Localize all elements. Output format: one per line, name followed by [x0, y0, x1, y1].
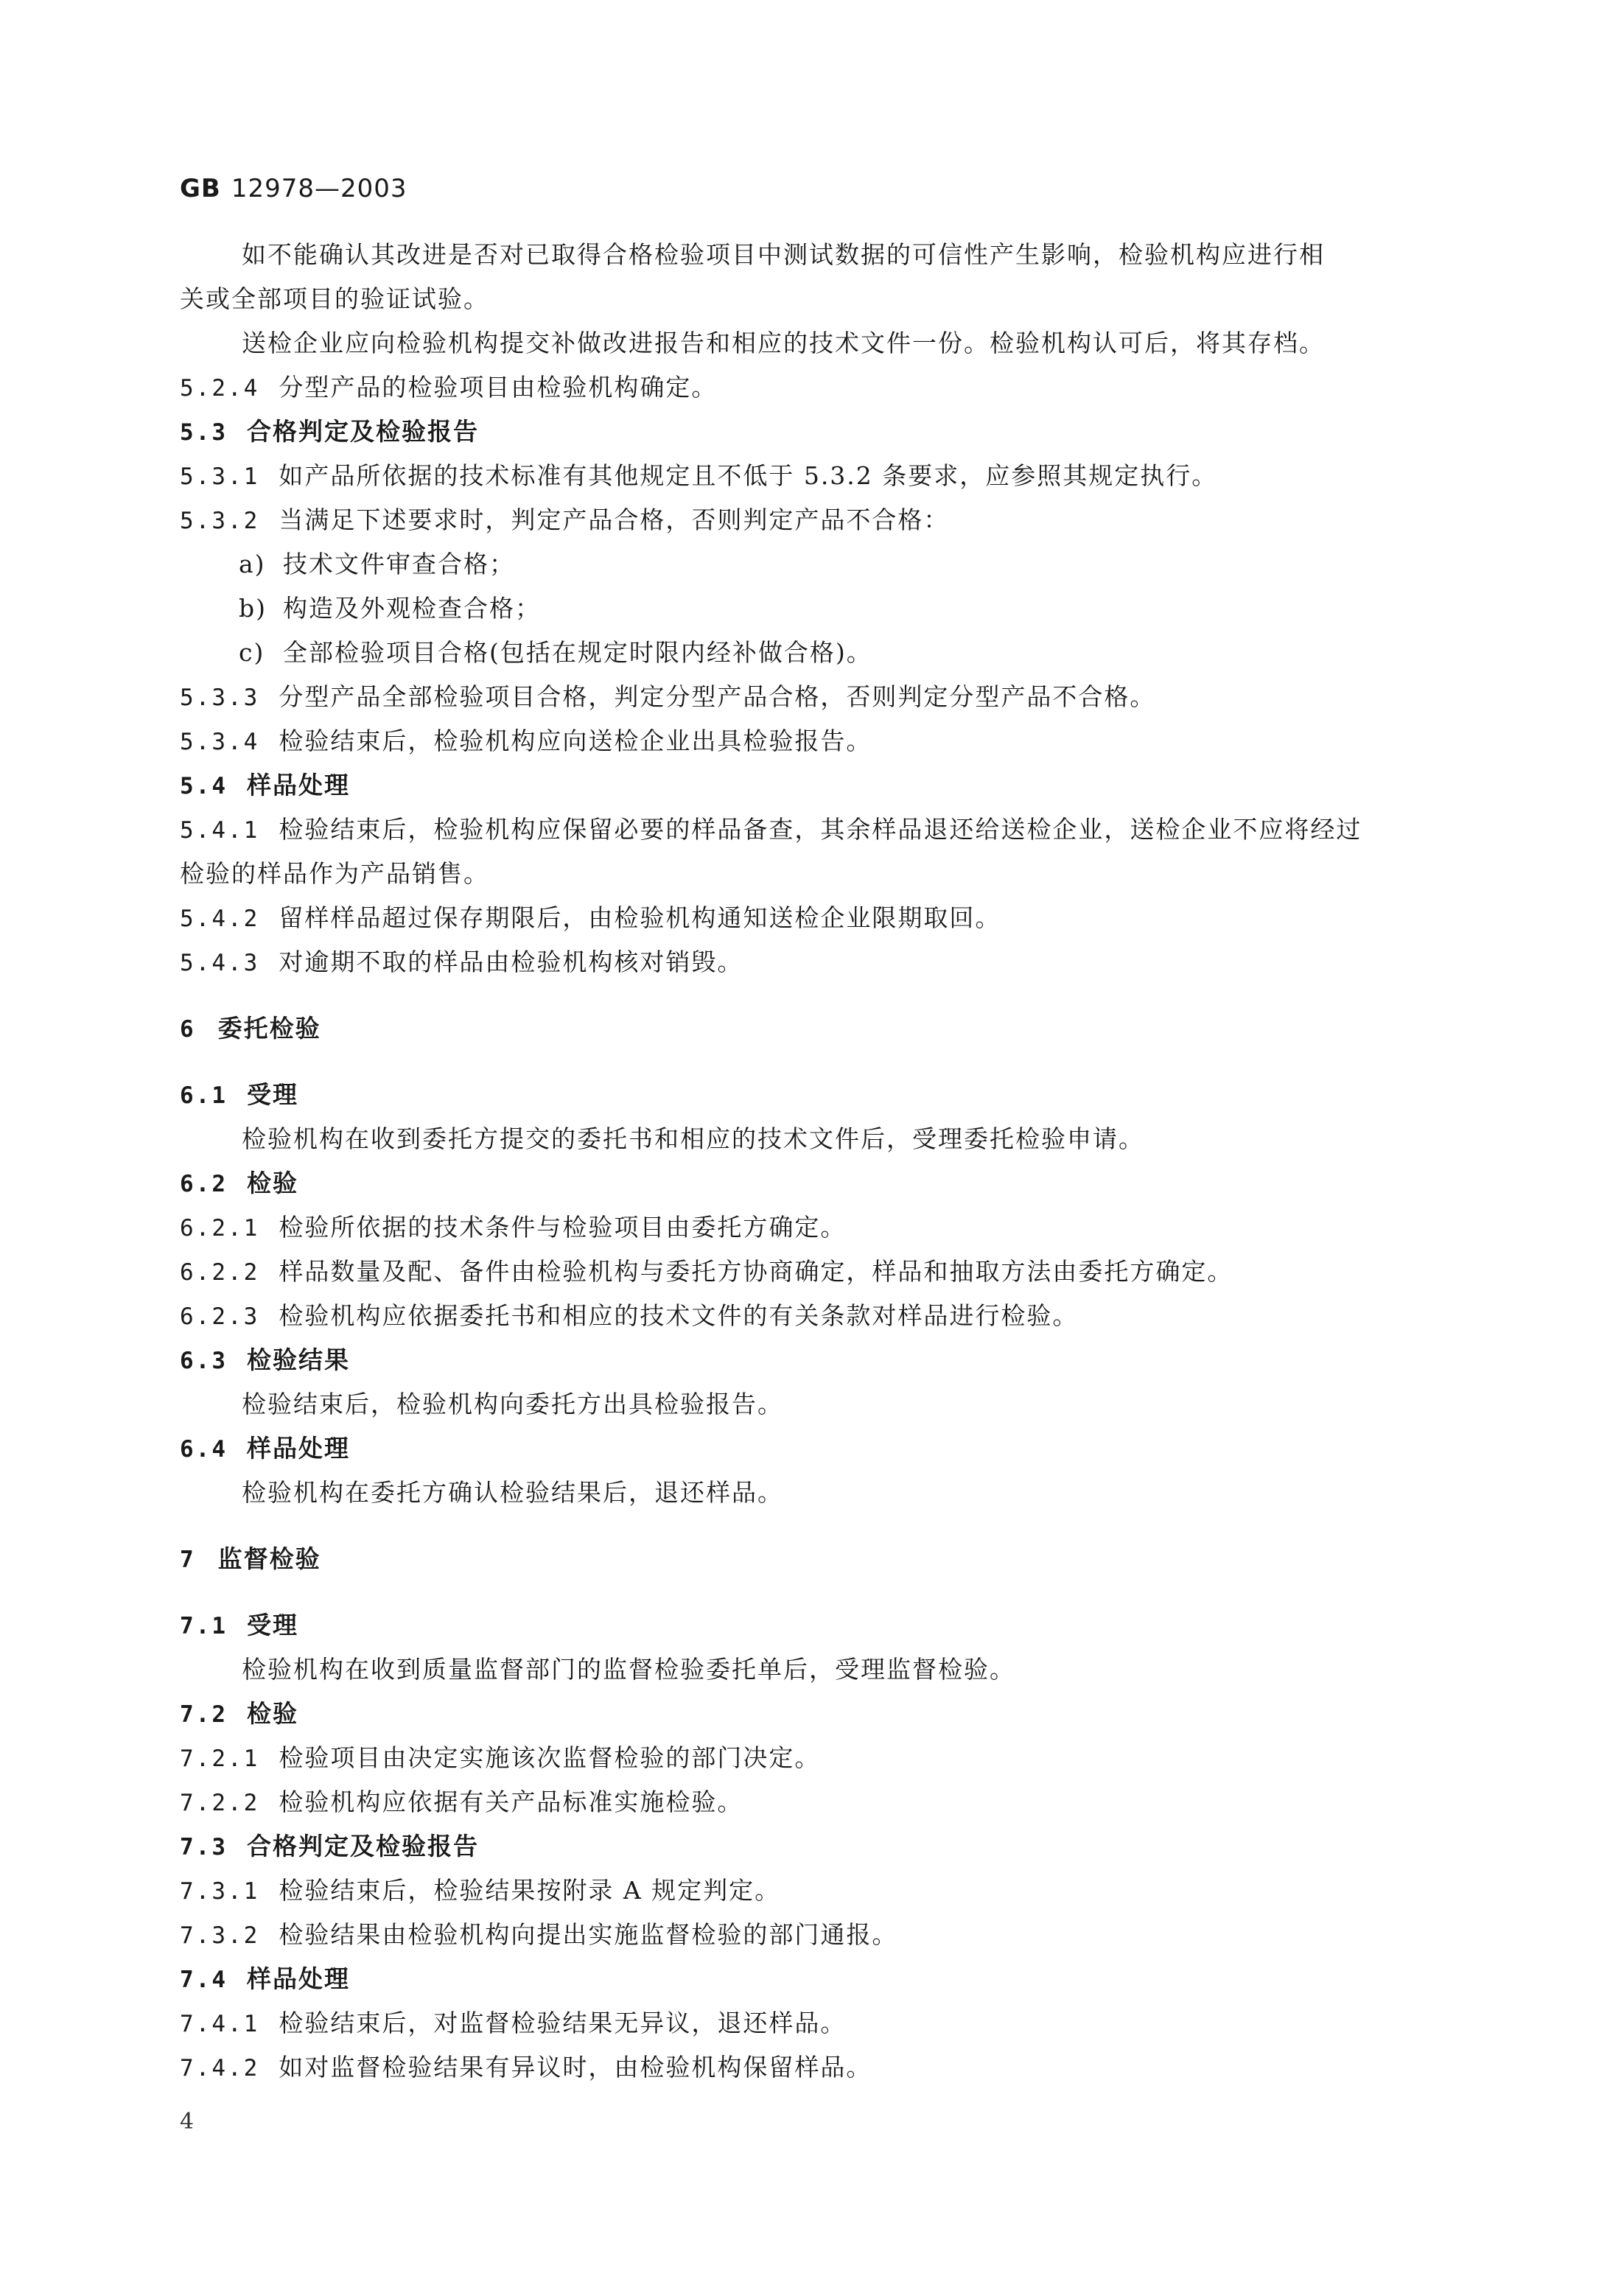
clause: [180, 1874, 780, 1908]
line-text: 技术文件审查合格；: [283, 550, 515, 578]
line-text: 检验项目由决定实施该次监督检验的部门决定。: [279, 1743, 821, 1772]
clause-number: 5.3: [180, 419, 228, 446]
clause: [180, 813, 1362, 847]
section-heading: [180, 1344, 350, 1377]
clause-number: 5.3.1: [180, 463, 260, 490]
page-header: [180, 174, 407, 203]
section-heading: [180, 1079, 298, 1112]
clause-number: 6.2: [180, 1171, 228, 1197]
clause-number: 7.2.1: [180, 1746, 260, 1772]
line-text: 合格判定及检验报告: [247, 1832, 479, 1860]
clause: [180, 371, 717, 405]
line-text: 受理: [247, 1611, 298, 1639]
section-heading: [180, 1167, 298, 1200]
clause-number: 5.2.4: [180, 375, 260, 402]
clause-number: 5.4.3: [180, 950, 260, 976]
clause: [180, 460, 1217, 493]
paragraph: [242, 1477, 783, 1509]
paragraph-continuation: [180, 283, 489, 315]
section-heading: [180, 769, 350, 802]
paragraph: [242, 327, 1325, 360]
chapter-heading: [180, 1012, 321, 1046]
line-text: 检验结束后，检验机构向委托方出具检验报告。: [242, 1390, 783, 1418]
line-text: 合格判定及检验报告: [247, 417, 479, 446]
clause: [180, 946, 743, 979]
clause-number: 7.1: [180, 1613, 228, 1639]
line-text: 样品数量及配、备件由检验机构与委托方协商确定，样品和抽取方法由委托方确定。: [279, 1257, 1233, 1286]
line-text: 检验机构在收到质量监督部门的监督检验委托单后，受理监督检验。: [242, 1655, 1015, 1684]
clause: [180, 504, 949, 537]
line-text: 检验机构在委托方确认检验结果后，退还样品。: [242, 1478, 783, 1507]
line-text: 检验机构应依据委托书和相应的技术文件的有关条款对样品进行检验。: [279, 1301, 1079, 1330]
list-item-label: c): [239, 638, 265, 667]
line-text: 全部检验项目合格(包括在规定时限内经补做合格)。: [283, 638, 872, 667]
clause: [180, 1742, 820, 1775]
clause-number: 5.3.3: [180, 685, 260, 711]
paragraph: [242, 1388, 783, 1421]
clause-number: 7.4.2: [180, 2055, 260, 2082]
line-text: 检验: [247, 1699, 298, 1728]
line-text: 检验结果由检验机构向提出实施监督检验的部门通报。: [279, 1920, 898, 1949]
clause: [180, 1300, 1078, 1333]
clause: [180, 725, 872, 758]
line-text: 构造及外观检查合格；: [283, 594, 541, 623]
line-text: 样品处理: [247, 1964, 350, 1993]
section-heading: [180, 1963, 350, 1996]
clause-number: 6.2.3: [180, 1303, 260, 1330]
line-text: 样品处理: [247, 1434, 350, 1463]
line-text: 检验结果: [247, 1345, 350, 1374]
line-text: 检验结束后，检验结果按附录 A 规定判定。: [279, 1876, 781, 1905]
clause-number: 6.3: [180, 1348, 228, 1374]
clause-number: 5.4.2: [180, 906, 260, 932]
line-text: 检验结束后，对监督检验结果无异议，退还样品。: [279, 2009, 847, 2037]
clause-number: 5.4.1: [180, 817, 260, 844]
line-text: 分型产品的检验项目由检验机构确定。: [279, 373, 718, 402]
clause-number: 7.2.2: [180, 1790, 260, 1816]
section-heading: [180, 1830, 479, 1863]
line-text: 检验结束后，检验机构应向送检企业出具检验报告。: [279, 727, 872, 755]
clause: [180, 1786, 743, 1819]
line-text: 送检企业应向检验机构提交补做改进报告和相应的技术文件一份。检验机构认可后，将其存档。: [242, 329, 1325, 357]
line-text: 检验机构在收到委托方提交的委托书和相应的技术文件后，受理委托检验申请。: [242, 1124, 1144, 1153]
line-text: 如产品所依据的技术标准有其他规定且不低于 5.3.2 条要求，应参照其规定执行。: [279, 461, 1218, 490]
clause-number: 7.4.1: [180, 2011, 260, 2037]
line-text: 留样样品超过保存期限后，由检验机构通知送检企业限期取回。: [279, 903, 1001, 932]
clause: [180, 902, 1001, 935]
standard-code: 12978—2003: [231, 174, 407, 203]
paragraph-line: [242, 239, 1325, 271]
line-text: 委托检验: [217, 1014, 321, 1043]
clause-number: 5.3.2: [180, 508, 260, 534]
section-heading: [180, 1432, 350, 1466]
clause-number: 6.2.1: [180, 1215, 260, 1242]
list-item-label: a): [239, 550, 266, 578]
clause-number: 7.3.1: [180, 1878, 260, 1905]
clause-number: 6: [180, 1016, 196, 1043]
list-item: [239, 637, 872, 669]
line-text: 对逾期不取的样品由检验机构核对销毁。: [279, 948, 743, 976]
clause-number: 5.3.4: [180, 729, 260, 755]
line-text: 如不能确认其改进是否对已取得合格检验项目中测试数据的可信性产生影响，检验机构应进行相: [242, 240, 1325, 269]
line-text: 检验机构应依据有关产品标准实施检验。: [279, 1788, 743, 1816]
paragraph: [242, 1123, 1144, 1155]
line-text: 检验的样品作为产品销售。: [180, 859, 489, 888]
paragraph: [242, 1653, 1015, 1686]
line-text: 分型产品全部检验项目合格，判定分型产品合格，否则判定分型产品不合格。: [279, 682, 1156, 711]
line-text: 检验所依据的技术条件与检验项目由委托方确定。: [279, 1213, 847, 1242]
clause-number: 7.3: [180, 1834, 228, 1860]
line-text: 样品处理: [247, 771, 350, 799]
line-text: 检验: [247, 1169, 298, 1197]
clause-number: 7: [180, 1547, 196, 1573]
clause-number: 7.4: [180, 1967, 228, 1993]
line-text: 关或全部项目的验证试验。: [180, 284, 489, 313]
line-text: 检验结束后，检验机构应保留必要的样品备查，其余样品退还给送检企业，送检企业不应将经过: [279, 815, 1362, 844]
clause-number: 6.2.2: [180, 1259, 260, 1286]
clause: [180, 1211, 846, 1244]
clause-number: 6.1: [180, 1082, 228, 1109]
clause-number: 5.4: [180, 773, 228, 799]
paragraph-continuation: [180, 858, 489, 890]
line-text: 受理: [247, 1080, 298, 1109]
clause: [180, 1919, 897, 1952]
section-heading: [180, 1698, 298, 1731]
clause-number: 6.4: [180, 1436, 228, 1463]
section-heading: [180, 1609, 298, 1642]
chapter-heading: [180, 1543, 321, 1576]
list-item-label: b): [239, 594, 267, 623]
line-text: 如对监督检验结果有异议时，由检验机构保留样品。: [279, 2053, 872, 2082]
clause-number: 7.3.2: [180, 1922, 260, 1949]
line-text: 监督检验: [217, 1544, 321, 1573]
clause-number: 7.2: [180, 1701, 228, 1728]
standard-prefix: GB: [180, 174, 221, 203]
list-item: [239, 548, 515, 581]
clause: [180, 681, 1155, 714]
section-heading: [180, 416, 479, 449]
list-item: [239, 592, 541, 625]
line-text: 当满足下述要求时，判定产品合格，否则判定产品不合格：: [279, 505, 950, 534]
page-number: 4: [180, 2109, 195, 2135]
clause: [180, 2007, 846, 2040]
clause: [180, 1256, 1233, 1289]
clause: [180, 2051, 872, 2084]
